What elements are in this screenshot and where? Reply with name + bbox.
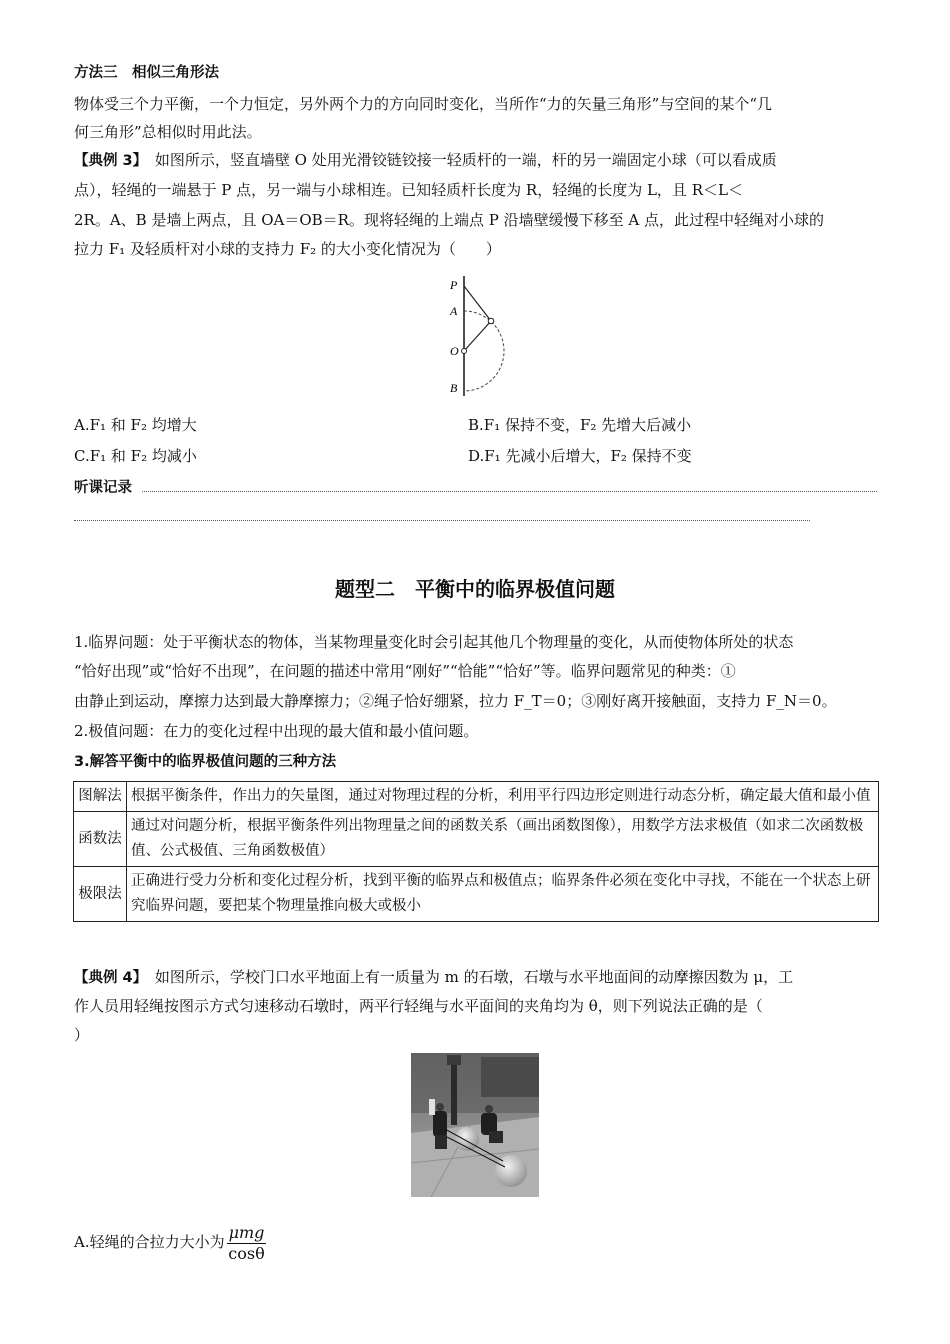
example4-line3: ） <box>74 1026 90 1044</box>
method-name: 极限法 <box>74 867 127 922</box>
hinge-point <box>462 349 467 354</box>
example3-line3: 2R。A、B 是墙上两点，且 OA＝OB＝R。现将轻绳的上端点 P 沿墙壁缓慢下移至 A 点，此过程中轻绳对小球的 <box>74 211 824 229</box>
example3-option-b: B.F₁ 保持不变，F₂ 先增大后减小 <box>468 416 692 434</box>
ball-trajectory-arc <box>464 311 504 391</box>
example4-label: 【典例 4】 <box>74 970 140 986</box>
example3-option-d: D.F₁ 先减小后增大，F₂ 保持不变 <box>468 447 692 465</box>
rope-line <box>464 286 491 321</box>
label-p: P <box>450 278 458 292</box>
methods-table <box>73 781 879 922</box>
wall-rod-diagram <box>436 272 516 402</box>
example3-option-a: A.F₁ 和 F₂ 均增大 <box>74 416 197 434</box>
example3-option-c: C.F₁ 和 F₂ 均减小 <box>74 447 197 465</box>
example4-option-a <box>74 1220 266 1264</box>
section2-p1-line3: 由静止到运动，摩擦力达到最大静摩擦力；②绳子恰好绷紧，拉力 F_T＝0；③刚好离开接触面，支持力 F_N＝0。 <box>74 692 837 710</box>
example3-line4: 拉力 F₁ 及轻质杆对小球的支持力 F₂ 的大小变化情况为（ ） <box>74 240 501 258</box>
example3-text1: 如图所示，竖直墙壁 O 处用光滑铰链铰接一轻质杆的一端，杆的另一端固定小球（可以看成质 <box>139 151 777 169</box>
example3-line1 <box>74 150 777 171</box>
example3-label: 【典例 3】 <box>74 153 140 169</box>
fraction <box>227 1223 267 1264</box>
example4-line1 <box>74 967 793 988</box>
method3-title: 方法三 相似三角形法 <box>74 65 219 81</box>
section2-p2: 2.极值问题：在力的变化过程中出现的最大值和最小值问题。 <box>74 722 479 740</box>
stone-moving-photo <box>411 1053 539 1197</box>
method3-desc-line2: 何三角形”总相似时用此法。 <box>74 123 262 141</box>
section2-p3: 3.解答平衡中的临界极值问题的三种方法 <box>74 754 337 770</box>
table-row <box>74 812 879 867</box>
method-name: 图解法 <box>74 782 127 812</box>
label-o: O <box>450 344 459 358</box>
table-row <box>74 782 879 812</box>
ball-point <box>488 318 494 324</box>
section2-p1-line1: 1.临界问题：处于平衡状态的物体，当某物理量变化时会引起其他几个物理量的变化，从而使物体所处的状态 <box>74 633 794 651</box>
notes-label: 听课记录 <box>74 480 132 496</box>
example3-line2: 点），轻绳的一端悬于 P 点，另一端与小球相连。已知轻质杆长度为 R，轻绳的长度为 L，且 R＜L＜ <box>74 181 743 199</box>
method-name: 函数法 <box>74 812 127 867</box>
fraction-denominator: cosθ <box>228 1243 265 1263</box>
rod-line <box>464 321 491 351</box>
label-a: A <box>450 304 458 318</box>
example4-line2: 作人员用轻绳按图示方式匀速移动石墩时，两平行轻绳与水平面间的夹角均为 θ，则下列说法正确的是（ <box>74 997 763 1015</box>
notes-line-1 <box>142 491 877 492</box>
method-desc: 根据平衡条件，作出力的矢量图，通过对物理过程的分析，利用平行四边形定则进行动态分析，确定最大值和最小值 <box>127 782 879 812</box>
label-b: B <box>450 381 458 395</box>
table-row <box>74 867 879 922</box>
method-desc: 正确进行受力分析和变化过程分析，找到平衡的临界点和极值点；临界条件必须在变化中寻找，不能在一个状态上研究临界问题，要把某个物理量推向极大或极小 <box>127 867 879 922</box>
method-desc: 通过对问题分析，根据平衡条件列出物理量之间的函数关系（画出函数图像），用数学方法求极值（如求二次函数极值、公式极值、三角函数极值） <box>127 812 879 867</box>
fraction-numerator: μmg <box>228 1222 265 1242</box>
option-a-prefix: A.轻绳的合拉力大小为 <box>74 1233 225 1251</box>
section2-p1-line2: “恰好出现”或“恰好不出现”，在问题的描述中常用“刚好”“恰能”“恰好”等。临界问题常见的种类：① <box>74 662 736 680</box>
example4-text1: 如图所示，学校门口水平地面上有一质量为 m 的石墩，石墩与水平地面间的动摩擦因数为 μ，工 <box>139 968 794 986</box>
notes-line-2 <box>74 520 810 521</box>
method3-desc-line1: 物体受三个力平衡，一个力恒定，另外两个力的方向同时变化，当所作“力的矢量三角形”与空间的某个“几 <box>74 95 773 113</box>
section2-title: 题型二 平衡中的临界极值问题 <box>335 577 615 601</box>
